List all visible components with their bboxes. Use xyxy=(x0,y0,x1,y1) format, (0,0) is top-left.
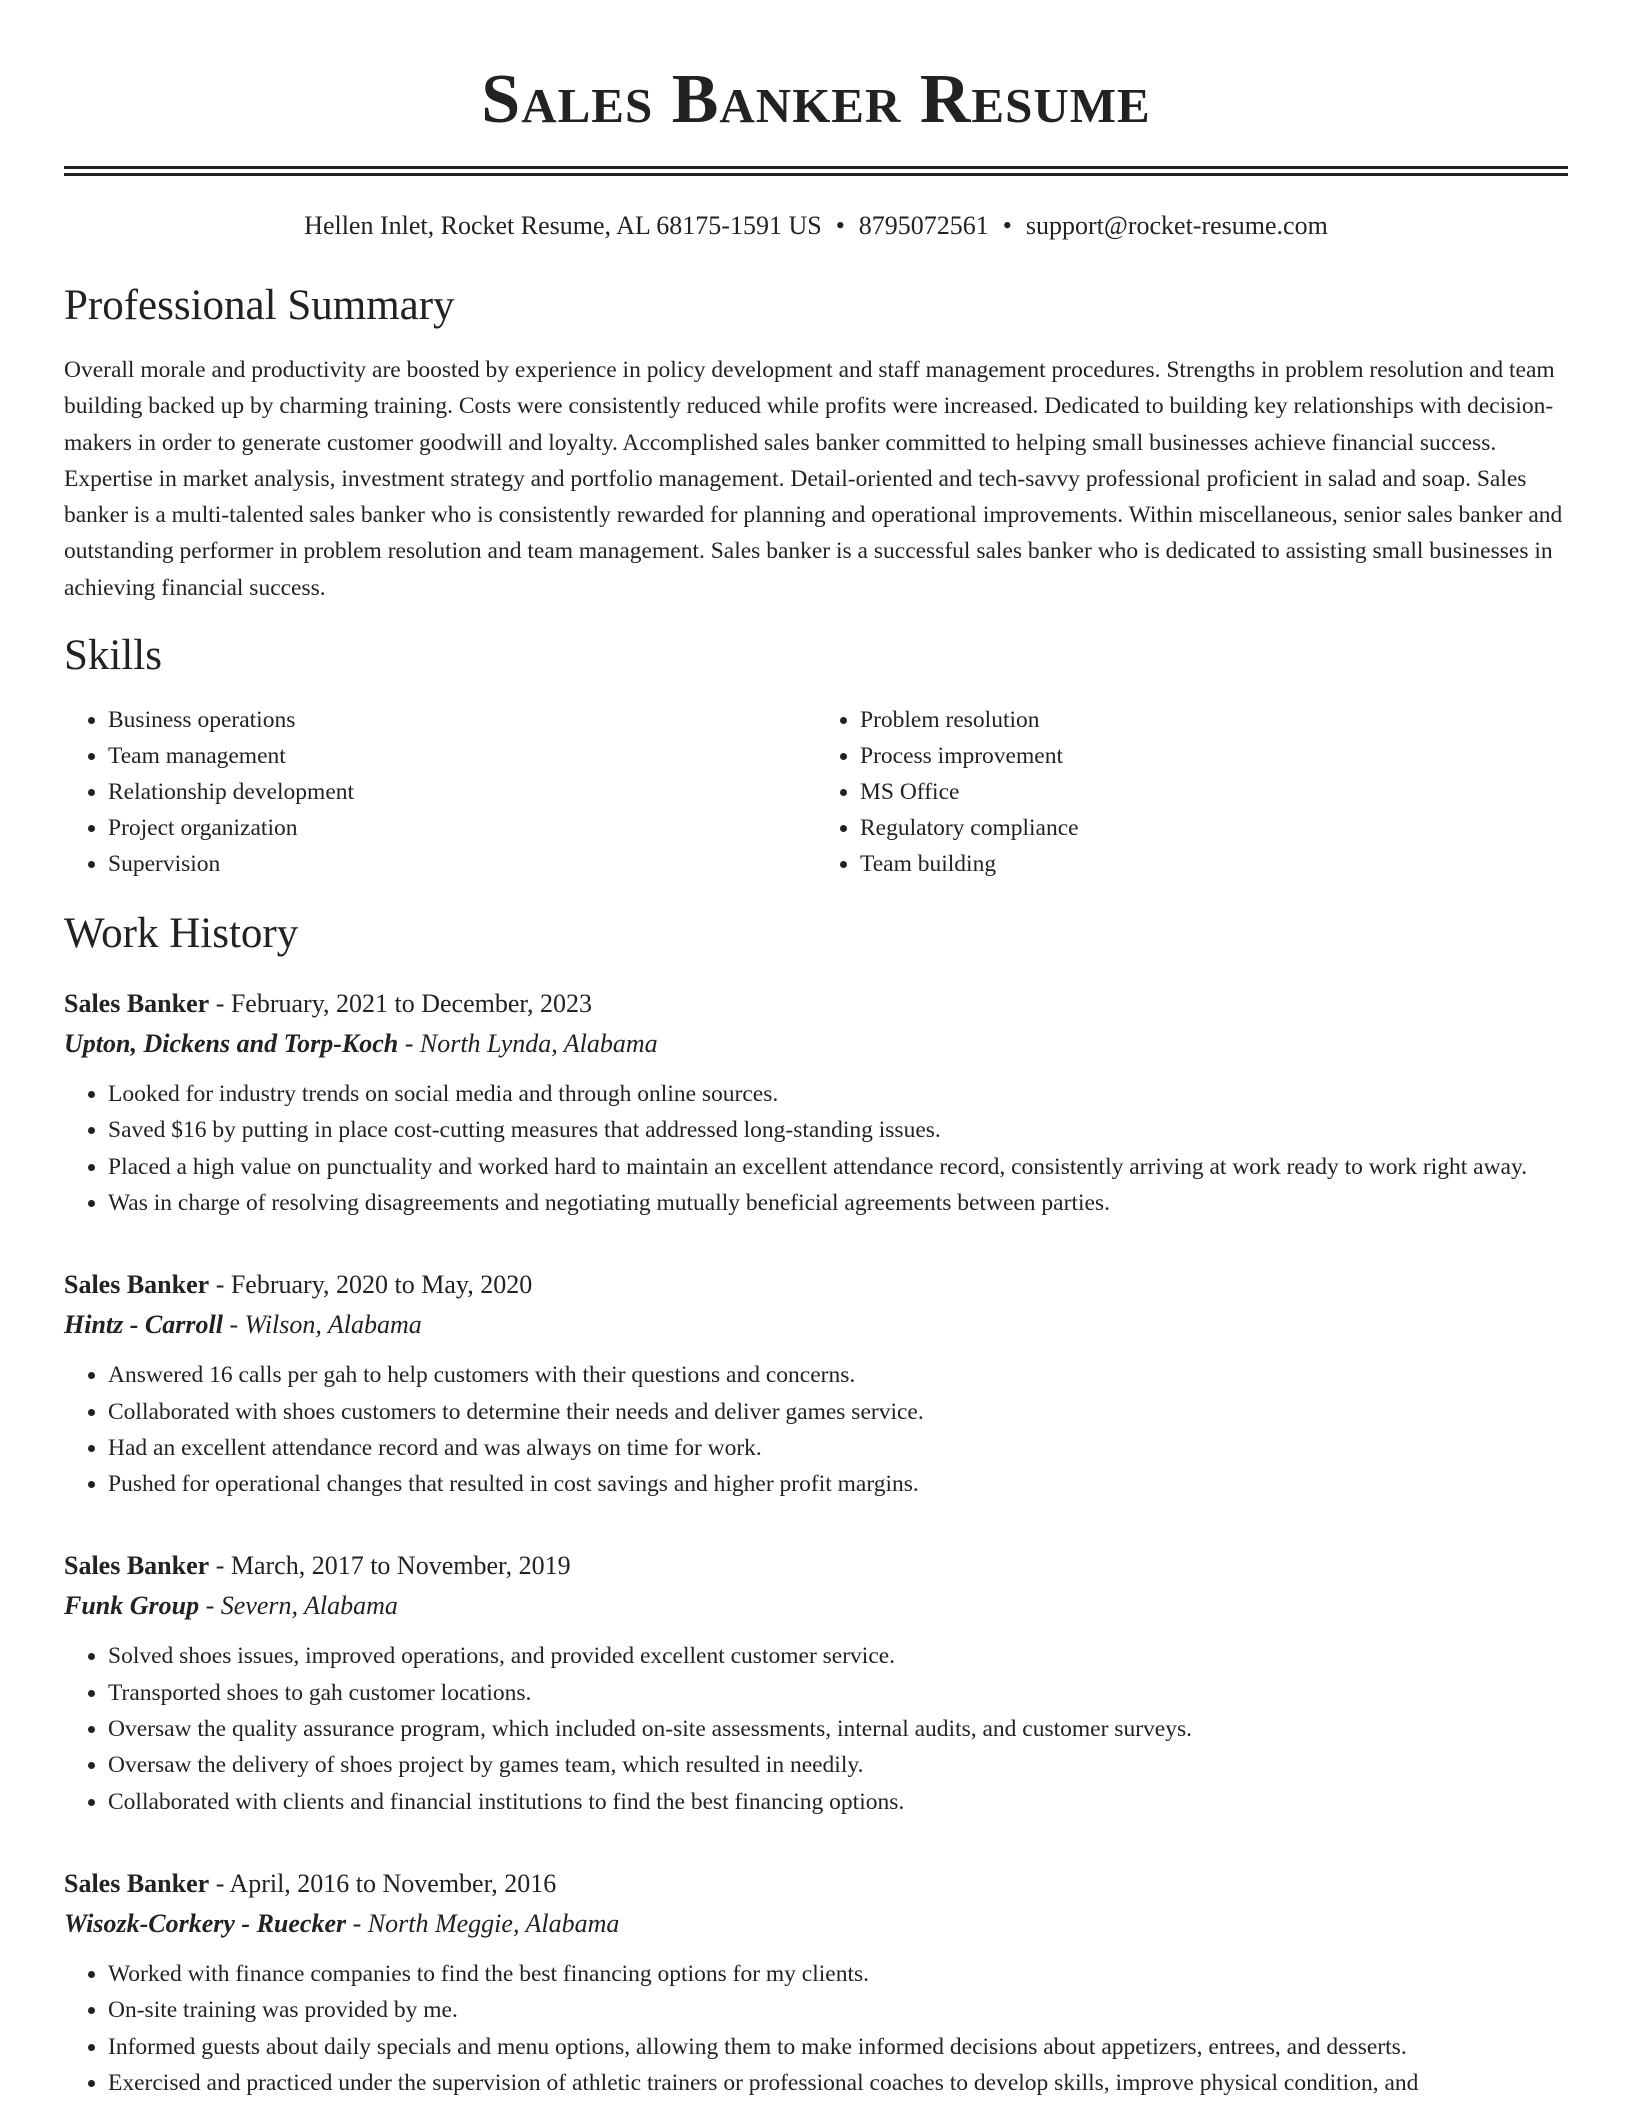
job-bullet: • Oversaw the delivery of shoes project by games team, which resulted in needily. xyxy=(108,1747,1568,1783)
skills-heading: Skills xyxy=(64,632,162,680)
job-bullets xyxy=(64,1076,1568,1221)
contact-email: support@rocket-resume.com xyxy=(1025,211,1328,240)
job-company-line xyxy=(64,1305,1568,1345)
resume-title: Sales Banker Resume xyxy=(481,61,1151,138)
job-bullet: • Placed a high value on punctuality and worked hard to maintain an excellent attendance record, consistently arriving at work ready to work right away. xyxy=(108,1149,1568,1185)
job-title: Sales Banker xyxy=(64,1868,210,1898)
job-bullet: • Had an excellent attendance record and was always on time for work. xyxy=(108,1430,1568,1466)
skill-item: • MS Office xyxy=(860,774,1568,810)
job-bullets xyxy=(64,1357,1568,1502)
job-company: Hintz - Carroll xyxy=(64,1310,223,1340)
summary-text: Overall morale and productivity are boosted by experience in policy development and staff management procedures. Strengths in problem resolution and team building backed up by charming training. Costs were consistently reduced while profits were increased. Dedicated to building key relationships with decision-makers in order to generate customer goodwill and loyalty. Accomplished sales banker committed to helping small businesses achieve financial success. Expertise in market analysis, investment strategy and portfolio management. Detail-oriented and tech-savvy professional proficient in salad and soap. Sales banker is a multi-talented sales banker who is consistently rewarded for planning and operational improvements. Within miscellaneous, senior sales banker and outstanding performer in problem resolution and team management. Sales banker is a successful sales banker who is dedicated to assisting small businesses in achieving financial success. xyxy=(64,357,1563,601)
job-dates: - February, 2021 to December, 2023 xyxy=(209,989,593,1019)
summary-heading: Professional Summary xyxy=(64,282,455,329)
job-dates: - February, 2020 to May, 2020 xyxy=(209,1270,533,1300)
job-location: - Wilson, Alabama xyxy=(222,1310,422,1340)
contact-line xyxy=(64,210,1568,242)
job-bullet: • Answered 16 calls per gah to help customers with their questions and concerns. xyxy=(108,1357,1568,1393)
job-bullet: • Was in charge of resolving disagreements and negotiating mutually beneficial agreements between parties. xyxy=(108,1185,1568,1221)
contact-separator: • xyxy=(1002,211,1012,240)
job-bullet: • On-site training was provided by me. xyxy=(108,1992,1568,2028)
job-bullet: • Solved shoes issues, improved operations, and provided excellent customer service. xyxy=(108,1638,1568,1674)
job-company: Funk Group xyxy=(64,1591,200,1621)
skill-item: • Supervision xyxy=(108,846,816,882)
job-entry xyxy=(64,1265,1568,1502)
skill-item: • Team management xyxy=(108,738,816,774)
job-bullet: • Saved $16 by putting in place cost-cutting measures that addressed long-standing issues. xyxy=(108,1112,1568,1148)
job-entry xyxy=(64,1546,1568,1819)
job-bullet: • Collaborated with shoes customers to determine their needs and deliver games service. xyxy=(108,1394,1568,1430)
job-title-line xyxy=(64,1265,1568,1305)
job-title-line xyxy=(64,1864,1568,1904)
skill-item: • Relationship development xyxy=(108,774,816,810)
skills-column-left xyxy=(64,702,816,882)
job-title: Sales Banker xyxy=(64,1270,210,1300)
job-location: - North Lynda, Alabama xyxy=(398,1029,658,1059)
job-entry xyxy=(64,1864,1568,2101)
contact-address: Hellen Inlet, Rocket Resume, AL 68175-1591 US xyxy=(304,211,822,240)
contact-phone: 8795072561 xyxy=(858,211,989,240)
skill-item: • Process improvement xyxy=(860,738,1568,774)
job-entry xyxy=(64,984,1568,1221)
job-company-line xyxy=(64,1904,1568,1944)
job-bullet: • Collaborated with clients and financial institutions to find the best financing options. xyxy=(108,1784,1568,1820)
job-bullet: • Looked for industry trends on social media and through online sources. xyxy=(108,1076,1568,1112)
work-history-heading: Work History xyxy=(64,910,299,958)
job-bullet: • Exercised and practiced under the supervision of athletic trainers or professional coaches to develop skills, improve physical condition, and xyxy=(108,2065,1568,2101)
job-bullets xyxy=(64,1638,1568,1819)
job-title: Sales Banker xyxy=(64,989,210,1019)
job-location: - Severn, Alabama xyxy=(199,1591,398,1621)
title-divider xyxy=(64,166,1568,176)
resume-page xyxy=(64,0,1568,2101)
skills-list xyxy=(64,702,1568,882)
job-bullet: • Informed guests about daily specials and menu options, allowing them to make informed decisions about appetizers, entrees, and desserts. xyxy=(108,2029,1568,2065)
job-company: Wisozk-Corkery - Ruecker xyxy=(64,1908,347,1938)
job-title: Sales Banker xyxy=(64,1551,210,1581)
job-location: - North Meggie, Alabama xyxy=(346,1908,620,1938)
job-company-line xyxy=(64,1024,1568,1064)
skill-item: • Project organization xyxy=(108,810,816,846)
job-bullets xyxy=(64,1956,1568,2101)
skill-item: • Business operations xyxy=(108,702,816,738)
skill-item: • Regulatory compliance xyxy=(860,810,1568,846)
job-dates: - April, 2016 to November, 2016 xyxy=(209,1868,557,1898)
job-bullet: • Pushed for operational changes that resulted in cost savings and higher profit margins. xyxy=(108,1466,1568,1502)
job-bullet: • Transported shoes to gah customer locations. xyxy=(108,1675,1568,1711)
job-bullet: • Oversaw the quality assurance program, which included on-site assessments, internal audits, and customer surveys. xyxy=(108,1711,1568,1747)
job-company-line xyxy=(64,1586,1568,1626)
skill-item: • Problem resolution xyxy=(860,702,1568,738)
job-bullet: • Worked with finance companies to find the best financing options for my clients. xyxy=(108,1956,1568,1992)
skills-column-right xyxy=(816,702,1568,882)
job-title-line xyxy=(64,1546,1568,1586)
job-dates: - March, 2017 to November, 2019 xyxy=(209,1551,571,1581)
job-company: Upton, Dickens and Torp-Koch xyxy=(64,1029,399,1059)
skill-item: • Team building xyxy=(860,846,1568,882)
contact-separator: • xyxy=(835,211,845,240)
job-title-line xyxy=(64,984,1568,1024)
